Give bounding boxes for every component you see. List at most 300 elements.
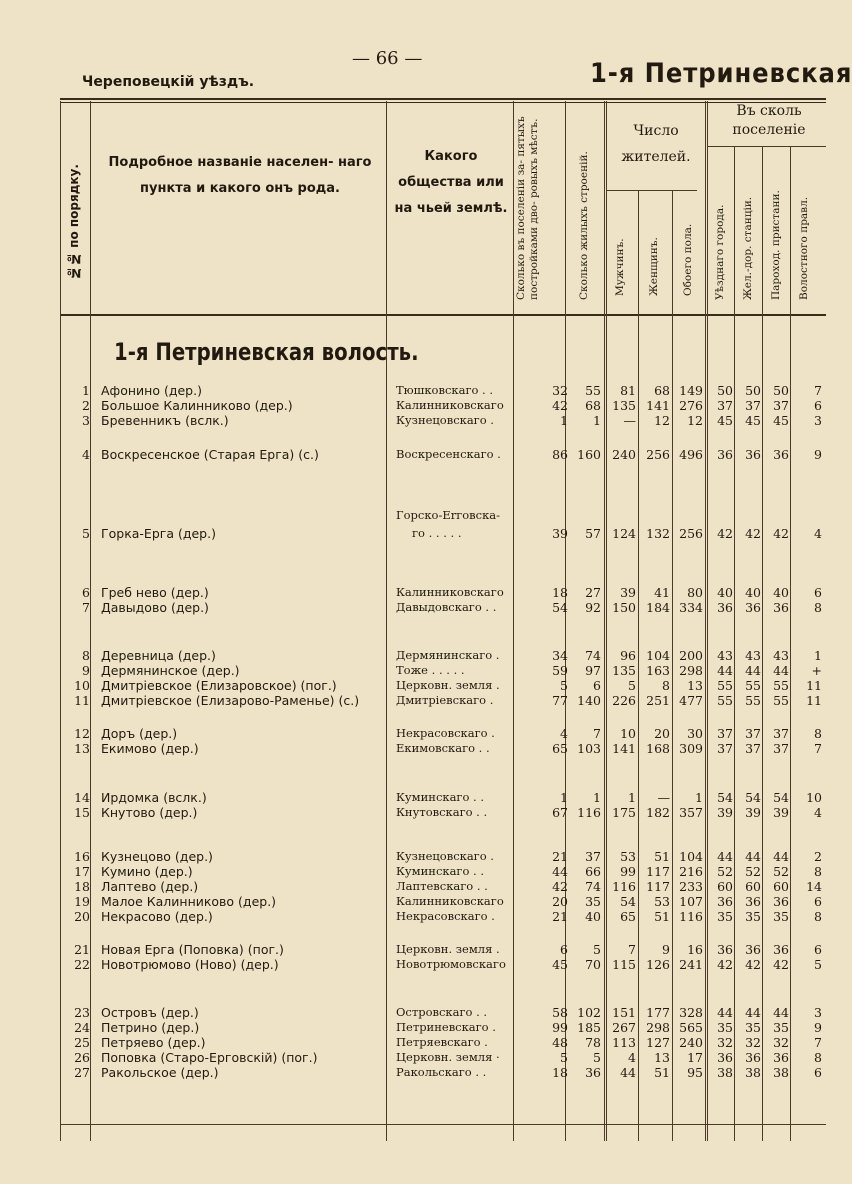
cell-d1: 36 — [717, 447, 733, 462]
table-row — [0, 879, 826, 894]
cell-d1: 52 — [717, 864, 733, 879]
cell-b: 1 — [593, 413, 601, 428]
cell-d1: 35 — [717, 909, 733, 924]
table-row — [0, 864, 826, 879]
cell-d4: 2 — [814, 849, 822, 864]
cell-d1: 55 — [717, 678, 733, 693]
cell-d1: 37 — [717, 741, 733, 756]
settlement-name: Островъ (дер.) — [101, 1005, 199, 1020]
cell-t: 241 — [679, 957, 703, 972]
cell-m: 151 — [612, 1005, 636, 1020]
cell-b: 66 — [585, 864, 601, 879]
cell-d1: 39 — [717, 805, 733, 820]
cell-h: 45 — [552, 957, 568, 972]
cell-b: 5 — [593, 1050, 601, 1065]
society-name: Куминскаго . . — [396, 864, 484, 878]
cell-h: 5 — [560, 678, 568, 693]
cell-d2: 36 — [745, 1050, 761, 1065]
cell-d3: 44 — [773, 849, 789, 864]
header-women: Женщинъ. — [648, 237, 660, 296]
cell-d3: 45 — [773, 413, 789, 428]
society-name: Екимовскаго . . — [396, 741, 490, 755]
cell-h: 39 — [552, 526, 568, 541]
cell-d3: 52 — [773, 864, 789, 879]
cell-d3: 36 — [773, 1050, 789, 1065]
settlement-name: Давыдово (дер.) — [101, 600, 209, 615]
table-row — [0, 790, 826, 805]
cell-w: 51 — [654, 909, 670, 924]
cell-d2: 45 — [745, 413, 761, 428]
cell-d2: 44 — [745, 663, 761, 678]
distance-sub-rule — [707, 146, 826, 147]
cell-m: 54 — [620, 894, 636, 909]
cell-b: 36 — [585, 1065, 601, 1080]
cell-t: 116 — [679, 909, 703, 924]
row-number: 11 — [74, 693, 90, 708]
society-name: Лаптевскаго . . — [396, 879, 488, 893]
cell-d2: 38 — [745, 1065, 761, 1080]
society-name: Куминскаго . . — [396, 790, 484, 804]
cell-d4: 5 — [814, 957, 822, 972]
cell-m: 96 — [620, 648, 636, 663]
row-number: 27 — [74, 1065, 90, 1080]
header-society: Какого общества или на чьей землѣ. — [394, 149, 508, 216]
cell-w: 51 — [654, 1065, 670, 1080]
cell-m: 240 — [612, 447, 636, 462]
cell-m: 4 — [628, 1050, 636, 1065]
cell-w: 13 — [654, 1050, 670, 1065]
col-line — [60, 101, 61, 1141]
cell-t: 233 — [679, 879, 703, 894]
cell-w: 8 — [662, 678, 670, 693]
cell-w: 127 — [646, 1035, 670, 1050]
cell-m: 99 — [620, 864, 636, 879]
cell-d2: 37 — [745, 741, 761, 756]
cell-d4: 1 — [814, 648, 822, 663]
cell-b: 160 — [577, 447, 601, 462]
table-row — [0, 585, 826, 600]
table-row — [0, 1035, 826, 1050]
society-name: Дмитріевскаго . — [396, 693, 494, 707]
cell-t: 30 — [687, 726, 703, 741]
cell-h: 21 — [552, 849, 568, 864]
cell-d4: 9 — [814, 1020, 822, 1035]
cell-h: 4 — [560, 726, 568, 741]
cell-h: 6 — [560, 942, 568, 957]
cell-d4: 6 — [814, 1065, 822, 1080]
cell-h: 1 — [560, 413, 568, 428]
header-men: Мужчинъ. — [614, 238, 626, 296]
cell-h: 42 — [552, 879, 568, 894]
cell-b: 57 — [585, 526, 601, 541]
cell-t: 107 — [679, 894, 703, 909]
society-name: Кузнецовскаго . — [396, 849, 494, 863]
cell-h: 18 — [552, 585, 568, 600]
cell-m: 10 — [620, 726, 636, 741]
society-name: Ракольскаго . . — [396, 1065, 487, 1079]
society-name: Петряевскаго . — [396, 1035, 488, 1049]
cell-m: 124 — [612, 526, 636, 541]
row-number: 13 — [74, 741, 90, 756]
cell-d4: 6 — [814, 585, 822, 600]
society-name: Церковн. земля . — [396, 678, 500, 692]
cell-d2: 36 — [745, 942, 761, 957]
cell-w: 182 — [646, 805, 670, 820]
cell-m: 135 — [612, 663, 636, 678]
cell-d1: 40 — [717, 585, 733, 600]
society-name: Некрасовскаго . — [396, 909, 495, 923]
cell-w: 126 — [646, 957, 670, 972]
cell-d1: 36 — [717, 942, 733, 957]
cell-d1: 42 — [717, 526, 733, 541]
settlement-name: Петрино (дер.) — [101, 1020, 200, 1035]
table-top-rule — [60, 98, 826, 100]
table-row — [0, 849, 826, 864]
cell-m: 116 — [612, 879, 636, 894]
settlement-name: Кумино (дер.) — [101, 864, 193, 879]
cell-d2: 54 — [745, 790, 761, 805]
cell-b: 7 — [593, 726, 601, 741]
table-row — [0, 508, 826, 541]
cell-d2: 35 — [745, 1020, 761, 1035]
settlement-name: Доръ (дер.) — [101, 726, 178, 741]
cell-t: 216 — [679, 864, 703, 879]
settlement-name: Ракольское (дер.) — [101, 1065, 219, 1080]
cell-d3: 38 — [773, 1065, 789, 1080]
cell-w: 12 — [654, 413, 670, 428]
page-number: — 66 — — [352, 48, 423, 69]
table-row — [0, 726, 826, 741]
settlement-name: Воскресенское (Старая Ерга) (с.) — [101, 447, 319, 462]
cell-d3: 36 — [773, 942, 789, 957]
header-both: Обоего пола. — [682, 223, 694, 296]
table-row — [0, 1005, 826, 1020]
table-row — [0, 1065, 826, 1080]
cell-d4: 7 — [814, 741, 822, 756]
cell-d2: 36 — [745, 600, 761, 615]
col-line — [513, 101, 514, 1141]
header-bottom-rule — [60, 314, 826, 316]
cell-h: 21 — [552, 909, 568, 924]
settlement-name: Некрасово (дер.) — [101, 909, 213, 924]
cell-d4: 11 — [806, 678, 822, 693]
header-order: №№ по порядку. — [67, 164, 81, 280]
cell-w: 163 — [646, 663, 670, 678]
row-number: 18 — [74, 879, 90, 894]
cell-d2: 32 — [745, 1035, 761, 1050]
settlement-name: Поповка (Старо-Ерговскій) (пог.) — [101, 1050, 318, 1065]
row-number: 24 — [74, 1020, 90, 1035]
cell-d3: 44 — [773, 1005, 789, 1020]
row-number: 22 — [74, 957, 90, 972]
row-number: 16 — [74, 849, 90, 864]
col-line — [565, 101, 566, 1141]
cell-m: 141 — [612, 741, 636, 756]
cell-d4: 11 — [806, 693, 822, 708]
settlement-name: Дмитріевское (Елизаровское) (пог.) — [101, 678, 337, 693]
cell-h: 77 — [552, 693, 568, 708]
society-name: Церковн. земля · — [396, 1050, 500, 1064]
cell-m: 5 — [628, 678, 636, 693]
cell-h: 54 — [552, 600, 568, 615]
cell-d3: 42 — [773, 526, 789, 541]
cell-d2: 60 — [745, 879, 761, 894]
cell-d1: 54 — [717, 790, 733, 805]
row-number: 3 — [82, 413, 90, 428]
cell-d2: 50 — [745, 383, 761, 398]
cell-h: 1 — [560, 790, 568, 805]
cell-b: 68 — [585, 398, 601, 413]
cell-d1: 42 — [717, 957, 733, 972]
col-line — [606, 101, 607, 1141]
society-name: Калинниковскаго — [396, 894, 504, 908]
settlement-name: Дермянинское (дер.) — [101, 663, 240, 678]
cell-b: 40 — [585, 909, 601, 924]
cell-t: 240 — [679, 1035, 703, 1050]
cell-h: 34 — [552, 648, 568, 663]
cell-w: 20 — [654, 726, 670, 741]
settlement-name: Дмитріевское (Елизарово-Раменье) (с.) — [101, 693, 360, 708]
header-pier: Пароход. пристани. — [770, 190, 782, 300]
table-row — [0, 648, 826, 663]
row-number: 26 — [74, 1050, 90, 1065]
cell-h: 18 — [552, 1065, 568, 1080]
cell-d4: 8 — [814, 1050, 822, 1065]
cell-m: 39 — [620, 585, 636, 600]
cell-d4: 8 — [814, 600, 822, 615]
cell-t: 17 — [687, 1050, 703, 1065]
cell-d2: 40 — [745, 585, 761, 600]
row-number: 21 — [74, 942, 90, 957]
cell-d2: 37 — [745, 398, 761, 413]
society-name: Тюшковскаго . . — [396, 383, 494, 397]
cell-d1: 36 — [717, 894, 733, 909]
cell-d4: 10 — [806, 790, 822, 805]
cell-d2: 42 — [745, 957, 761, 972]
settlement-name: Ирдомка (вслк.) — [101, 790, 207, 805]
header-rail: Жел.-дор. станціи. — [742, 196, 754, 300]
table-row — [0, 942, 826, 957]
table-bottom-rule — [60, 1124, 826, 1125]
col-line — [734, 146, 735, 1141]
cell-b: 74 — [585, 879, 601, 894]
cell-d3: 36 — [773, 447, 789, 462]
cell-d3: 37 — [773, 726, 789, 741]
cell-b: 140 — [577, 693, 601, 708]
cell-b: 103 — [577, 741, 601, 756]
row-number: 5 — [82, 526, 90, 541]
cell-d4: 6 — [814, 942, 822, 957]
section-title: 1-я Петриневская волость. — [114, 338, 419, 366]
cell-w: 41 — [654, 585, 670, 600]
cell-m: — — [623, 413, 636, 428]
cell-d1: 36 — [717, 1050, 733, 1065]
row-number: 19 — [74, 894, 90, 909]
society-name: Воскресенскаго . — [396, 447, 501, 461]
cell-t: 565 — [679, 1020, 703, 1035]
cell-b: 78 — [585, 1035, 601, 1050]
cell-d3: 43 — [773, 648, 789, 663]
cell-d4: 7 — [814, 1035, 822, 1050]
cell-d2: 43 — [745, 648, 761, 663]
cell-d2: 37 — [745, 726, 761, 741]
cell-w: 141 — [646, 398, 670, 413]
cell-w: 256 — [646, 447, 670, 462]
cell-t: 200 — [679, 648, 703, 663]
residents-sub-rule — [606, 190, 697, 191]
cell-b: 116 — [577, 805, 601, 820]
cell-t: 276 — [679, 398, 703, 413]
cell-d1: 37 — [717, 398, 733, 413]
settlement-name: Афонино (дер.) — [101, 383, 202, 398]
col-line — [762, 146, 763, 1141]
row-number: 1 — [82, 383, 90, 398]
table-row — [0, 663, 826, 678]
cell-h: 20 — [552, 894, 568, 909]
society-name: Горско-Erговска- — [396, 508, 501, 522]
col-line — [707, 101, 708, 1141]
cell-w: 177 — [646, 1005, 670, 1020]
row-number: 17 — [74, 864, 90, 879]
cell-b: 185 — [577, 1020, 601, 1035]
cell-h: 86 — [552, 447, 568, 462]
header-name: Подробное названіе населен- наго пункта и какого онъ рода. — [108, 155, 372, 196]
col-line — [386, 101, 387, 1141]
settlement-name: Екимово (дер.) — [101, 741, 199, 756]
society-name: Кнутовскаго . . — [396, 805, 488, 819]
table-row — [0, 741, 826, 756]
cell-d4: 8 — [814, 909, 822, 924]
header-town: Уѣзднаго города. — [714, 204, 726, 300]
cell-t: 298 — [679, 663, 703, 678]
col-line — [90, 101, 91, 1141]
settlement-name: Деревница (дер.) — [101, 648, 216, 663]
cell-d3: 50 — [773, 383, 789, 398]
settlement-name: Новая Ерга (Поповка) (пог.) — [101, 942, 284, 957]
col-line — [705, 101, 706, 1141]
cell-t: 80 — [687, 585, 703, 600]
settlement-name: Греб нево (дер.) — [101, 585, 209, 600]
cell-b: 97 — [585, 663, 601, 678]
cell-b: 92 — [585, 600, 601, 615]
cell-h: 59 — [552, 663, 568, 678]
cell-m: 135 — [612, 398, 636, 413]
cell-b: 37 — [585, 849, 601, 864]
cell-d1: 43 — [717, 648, 733, 663]
society-name: Калинниковскаго — [396, 585, 504, 599]
table-row — [0, 600, 826, 615]
society-name: Дермянинскаго . — [396, 648, 500, 662]
cell-w: 9 — [662, 942, 670, 957]
table-row — [0, 413, 826, 428]
row-number: 9 — [82, 663, 90, 678]
cell-d4: 14 — [806, 879, 822, 894]
society-name: Петриневскаго . — [396, 1020, 496, 1034]
cell-t: 328 — [679, 1005, 703, 1020]
row-number: 2 — [82, 398, 90, 413]
settlement-name: Новотрюмово (Ново) (дер.) — [101, 957, 279, 972]
cell-w: 51 — [654, 849, 670, 864]
cell-d4: 3 — [814, 1005, 822, 1020]
cell-m: 115 — [612, 957, 636, 972]
cell-h: 58 — [552, 1005, 568, 1020]
settlement-name: Большое Калинниково (дер.) — [101, 398, 293, 413]
cell-d2: 35 — [745, 909, 761, 924]
cell-d1: 44 — [717, 849, 733, 864]
society-name: Кузнецовскаго . — [396, 413, 494, 427]
cell-m: 226 — [612, 693, 636, 708]
table-row — [0, 957, 826, 972]
cell-b: 1 — [593, 790, 601, 805]
table-row — [0, 383, 826, 398]
settlement-name: Горка-Ерга (дер.) — [101, 526, 216, 541]
cell-d3: 54 — [773, 790, 789, 805]
cell-t: 16 — [687, 942, 703, 957]
cell-d4: 4 — [814, 805, 822, 820]
cell-d1: 44 — [717, 663, 733, 678]
cell-w: 251 — [646, 693, 670, 708]
cell-t: 357 — [679, 805, 703, 820]
cell-d1: 38 — [717, 1065, 733, 1080]
header-residents: Число жителей. — [621, 123, 691, 165]
header-volost-office: Волостного правл. — [798, 196, 810, 300]
cell-m: 44 — [620, 1065, 636, 1080]
cell-d3: 35 — [773, 909, 789, 924]
cell-d4: 8 — [814, 864, 822, 879]
cell-d4: 6 — [814, 398, 822, 413]
cell-b: 6 — [593, 678, 601, 693]
col-line — [604, 101, 605, 1141]
cell-m: 267 — [612, 1020, 636, 1035]
cell-b: 70 — [585, 957, 601, 972]
cell-w: 53 — [654, 894, 670, 909]
row-number: 14 — [74, 790, 90, 805]
cell-h: 65 — [552, 741, 568, 756]
cell-d1: 55 — [717, 693, 733, 708]
cell-h: 44 — [552, 864, 568, 879]
row-number: 12 — [74, 726, 90, 741]
cell-b: 35 — [585, 894, 601, 909]
society-name: Тоже . . . . . — [396, 663, 465, 677]
cell-w: 68 — [654, 383, 670, 398]
society-name: Островскаго . . — [396, 1005, 488, 1019]
cell-m: 65 — [620, 909, 636, 924]
cell-d3: 37 — [773, 398, 789, 413]
cell-w: 104 — [646, 648, 670, 663]
cell-d3: 35 — [773, 1020, 789, 1035]
row-number: 6 — [82, 585, 90, 600]
cell-w: 132 — [646, 526, 670, 541]
col-line — [790, 146, 791, 1141]
society-name: Новотрюмовскаго — [396, 957, 506, 971]
cell-h: 48 — [552, 1035, 568, 1050]
cell-d4: 3 — [814, 413, 822, 428]
cell-d3: 42 — [773, 957, 789, 972]
cell-t: 12 — [687, 413, 703, 428]
cell-w: 184 — [646, 600, 670, 615]
cell-d2: 42 — [745, 526, 761, 541]
header-buildings: Сколько жилыхъ строеній. — [578, 151, 590, 300]
cell-h: 32 — [552, 383, 568, 398]
cell-t: 149 — [679, 383, 703, 398]
table-row — [0, 447, 826, 462]
row-number: 8 — [82, 648, 90, 663]
row-number: 23 — [74, 1005, 90, 1020]
cell-d4: 6 — [814, 894, 822, 909]
header-households: Сколько въ поселеніи за- пятыхъ постройками дво- ровыхъ мѣстъ. — [515, 116, 540, 300]
cell-w: 168 — [646, 741, 670, 756]
row-number: 25 — [74, 1035, 90, 1050]
